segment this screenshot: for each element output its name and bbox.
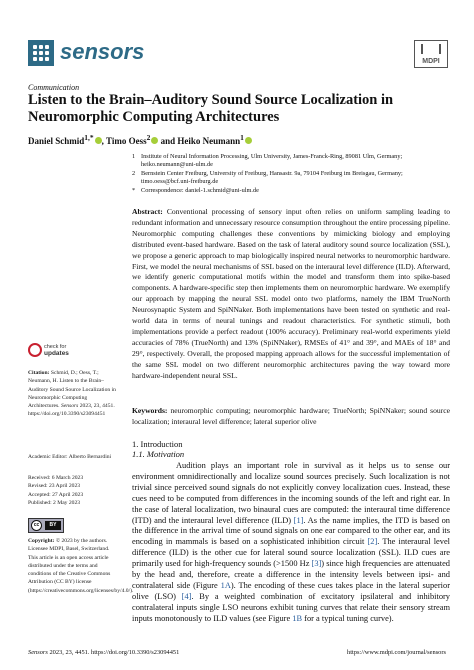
citation-label: Citation: (28, 370, 50, 376)
copyright-text: © 2023 by the authors. Licensee MDPI, Basel, Switzerland. This article is an open access article distributed under the terms and conditions of the Creative Commons Attribution (CC BY) license (https://creativecommons.org/licenses/by/4.0/). (28, 538, 134, 594)
affiliations (132, 153, 452, 195)
keywords (132, 406, 450, 428)
correspondence-text: Correspondence: daniel-1.schmid@uni-ulm.de (141, 186, 259, 194)
author-name: Timo Oess (105, 136, 147, 146)
author-superscript: 2 (146, 133, 151, 142)
footer-journal-link[interactable]: https://www.mdpi.com/journal/sensors (347, 649, 446, 656)
check-for-updates-icon (28, 343, 42, 357)
sensors-logo-icon (28, 40, 54, 66)
affiliation-mark: * (132, 186, 136, 194)
author-list (28, 133, 252, 146)
article-type: Communication (28, 83, 80, 92)
orcid-icon[interactable] (245, 137, 252, 144)
by-icon: BY (45, 521, 61, 530)
figure-link[interactable]: 1B (292, 613, 303, 623)
affiliation-mark: 2 (132, 169, 136, 177)
check-updates-line2: updates (44, 349, 69, 357)
cc-by-license-badge[interactable] (28, 518, 64, 533)
footer-journal: Sensors (28, 649, 48, 656)
date-received: Received: 6 March 2023 (28, 475, 84, 481)
citation-link[interactable]: [2] (367, 537, 378, 547)
body-text: for a typical tuning curve). (302, 613, 394, 623)
publication-dates (28, 474, 116, 507)
body-text: . The interaural level difference (ILD) is the other cue for lateral sound source localization (SSL). ILD cues are primarily used for high-frequency sounds (>1500 Hz (132, 537, 450, 569)
body-text: . As the name implies, the ITD is based on the difference in the arrival time of sound signals on one ear compared to the other ear, and its encoding in mammals is based on a sophisticated inhibition circuit (132, 515, 450, 547)
author-separator: , (101, 136, 106, 146)
citation-text: Schmid, D.; Oess, T.; Neumann, H. Listen to the Brain–Auditory Sound Source Localization in Neuromorphic Computing Architectures. (28, 370, 116, 410)
citation-block (28, 369, 116, 419)
citation-link[interactable]: [1] (293, 515, 304, 525)
abstract (132, 207, 450, 382)
cc-icon: cc (31, 520, 42, 531)
copyright-label: Copyright: (28, 538, 55, 544)
citation-link[interactable]: [4] (181, 591, 192, 601)
affiliation-mark: 1 (132, 153, 136, 160)
section-title: 1. Introduction (132, 439, 183, 449)
abstract-label: Abstract: (132, 207, 163, 216)
keywords-text: neuromorphic computing; neuromorphic hardware; TrueNorth; SpiNNaker; sound source localization; interaural level difference; lateral superior olive (132, 406, 451, 426)
body-text: ) since high frequencies are attenuated by the head and, therefore, create a difference in the intensity levels between ipsi- and contralateral side (Figure (132, 559, 450, 590)
orcid-icon[interactable] (95, 137, 102, 144)
keywords-label: Keywords: (132, 406, 168, 415)
footer-citation: 2023, 23, 4451. https://doi.org/10.3390/s23094451 (47, 649, 180, 656)
author-superscript: 1 (240, 133, 244, 142)
author-name: Heiko Neumann (177, 136, 241, 146)
affiliation-text: Institute of Neural Information Processing, Ulm University, James-Franck-Ring, 89081 Ulm, Germany; heiko.neumann@uni-ulm.de (141, 153, 403, 169)
author-name: Daniel Schmid (28, 136, 85, 146)
date-accepted: Accepted: 27 April 2023 (28, 491, 84, 498)
abstract-text: Conventional processing of sensory input often relies on uniform sampling leading to redundant information and unnecessary resource consumption throughout the entire processing pipeline. Neuromorphic computing challenges these conventions by mimicking biology and employing distributed event-based hardware. Based on the task of lateral auditory sound source localization (SSL), we propose a generic approach to map biologically inspired neural networks to neuromorphic hardware. First, we model the neural mechanisms of SSL based on the interaural level difference (ILD). Afterward, we identify generic computational motifs within the model and transform them into spike-based components. A hardware-specific step then implements them on neuromorphic hardware. We exemplify our approach by mapping the neural SSL model onto two platforms, namely the IBM TrueNorth Neurosynaptic System and SpiNNaker. Both implementations have been tested on synthetic and real-world data in terms of neural tunings and readout characteristics. For synthetic stimuli, both implementations provide a perfect readout (100% accuracy). Preliminary real-world experiments yield accuracies of 78% (TrueNorth) and 13% (SpiNNaker), RMSEs of 41° and 39°, and MAEs of 18° and 29°, respectively. Overall, the proposed mapping approach allows for the successful implementation of the same SSL model on two different neuromorphic architectures paving the way toward more hardware-independent neural SSL. (132, 207, 450, 380)
affiliation (132, 170, 452, 187)
citation-details[interactable]: 2023, 23, 4451. https://doi.org/10.3390/s23094451 (28, 403, 115, 418)
body-text: Audition plays an important role in survival as it helps us to sense our environment omnidirectionally and localize sound sources precisely. Such localization is not trivial since perceived sound signals do not explicitly convey localization cues. Instead, these cues need to be computed from differences in the incoming sounds of the left and right ear. In the case of lateral localization, two binaural cues are computed: the interaural time difference (ITD) and the interaural level difference (ILD) (132, 461, 450, 525)
affiliation (132, 153, 452, 170)
mdpi-logo-icon (414, 40, 448, 68)
body-text: . By a weighted combination of excitatory ipsilateral and inhibitory contralateral inputs single LSO neurons exhibit tuning curves that relate their sensory stream inputs monotonously to ILD values (see Figure (132, 591, 450, 623)
figure-link[interactable]: 1A (220, 580, 231, 590)
subsection-title: 1.1. Motivation (132, 449, 185, 459)
copyright-block (28, 537, 134, 595)
affiliation-text: Bernstein Center Freiburg, University of Freiburg, Hansastr. 9a, 79104 Freiburg im Breisgau, Germany; timo.oess@bcf.uni-freiburg.de (141, 169, 403, 186)
publisher-name: MDPI (422, 58, 440, 65)
date-published: Published: 2 May 2023 (28, 499, 81, 506)
academic-editor: Academic Editor: Alberto Bernardini (28, 454, 112, 460)
author-superscript: 1,* (84, 133, 94, 142)
check-updates-line1: check for (44, 344, 67, 350)
article-title: Listen to the Brain–Auditory Sound Source Localization in Neuromorphic Computing Architectures (28, 92, 394, 125)
intro-paragraph (132, 461, 450, 625)
citation-journal: Sensors (60, 403, 79, 410)
journal-name: sensors (60, 39, 145, 64)
date-revised: Revised: 23 April 2023 (28, 483, 81, 490)
body-text: ). The encoding of these cues takes place in the lateral superior olive (LSO) (132, 580, 450, 601)
author-separator: and (158, 136, 178, 146)
citation-link[interactable]: [3] (311, 559, 322, 569)
affiliation (132, 187, 452, 195)
